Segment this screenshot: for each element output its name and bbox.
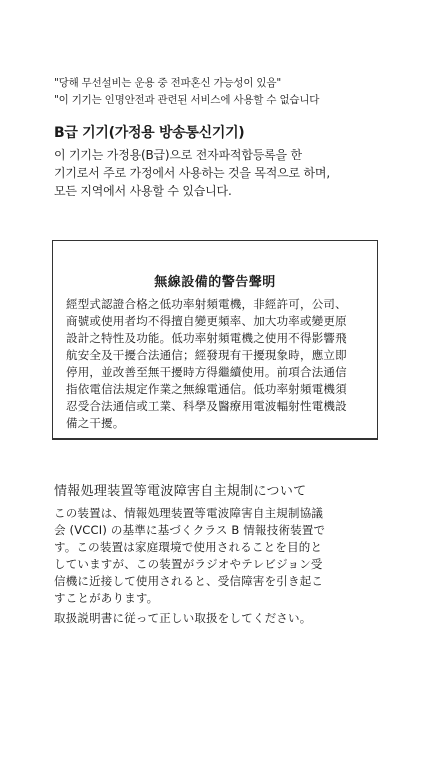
korea-notice-line: "당해 무선설비는 운용 중 전파혼신 가능성이 있음" <box>54 77 281 89</box>
korea-body-line: 기기로서 주로 가정에서 사용하는 것을 목적으로 하며, <box>54 166 330 180</box>
japan-body-line: 信機に近接して使用されると、受信障害を引き起こ <box>54 574 324 588</box>
taiwan-body-line: 停用，並改善至無干擾時方得繼續使用。前項合法通信 <box>66 365 347 379</box>
taiwan-body-line: 商號或使用者均不得擅自變更頻率、加大功率或變更原 <box>66 314 347 328</box>
taiwan-warning-box <box>52 240 378 440</box>
taiwan-body-line: 設計之特性及功能。低功率射頻電機之使用不得影響飛 <box>66 331 347 345</box>
japan-body-line: 会 (VCCI) の基準に基づくクラス B 情報技術装置で <box>54 523 326 537</box>
taiwan-body-line: 備之干擾。 <box>66 416 125 430</box>
taiwan-warning-title: 無線設備的警告聲明 <box>154 275 276 290</box>
taiwan-body-line: 忍受合法通信或工業、科學及醫療用電波輻射性電機設 <box>66 399 347 413</box>
korea-class-b-body <box>54 146 394 200</box>
japan-vcci-body <box>54 505 384 607</box>
japan-body-line: すことがあります。 <box>54 591 159 605</box>
korea-notice-line: "이 기기는 인명안전과 관련된 서비스에 사용할 수 없습니다 <box>54 94 320 106</box>
taiwan-body-line: 航安全及干擾合法通信；經發現有干擾現象時，應立即 <box>66 348 347 362</box>
taiwan-body-line: 經型式認證合格之低功率射頻電機，非經許可，公司、 <box>66 297 347 311</box>
japan-closing-note: 取扱説明書に従って正しい取扱をしてください。 <box>54 611 312 625</box>
korea-radio-notice <box>54 75 394 109</box>
taiwan-warning-body <box>66 296 366 432</box>
korea-class-b-heading: B급 기기(가정용 방송통신기기) <box>54 125 245 141</box>
japan-body-line: す。この装置は家庭環境で使用されることを目的と <box>54 540 323 554</box>
korea-body-line: 모든 지역에서 사용할 수 있습니다. <box>54 184 232 198</box>
taiwan-body-line: 指依電信法規定作業之無線電通信。低功率射頻電機須 <box>66 382 347 396</box>
japan-body-line: していますが、この装置がラジオやテレビジョン受 <box>54 557 323 571</box>
japan-body-line: この装置は、情報処理装置等電波障害自主規制協議 <box>54 506 324 520</box>
japan-vcci-heading: 情報処理装置等電波障害自主規制について <box>54 484 307 499</box>
korea-body-line: 이 기기는 가정용(B급)으로 전자파적합등록을 한 <box>54 148 302 162</box>
